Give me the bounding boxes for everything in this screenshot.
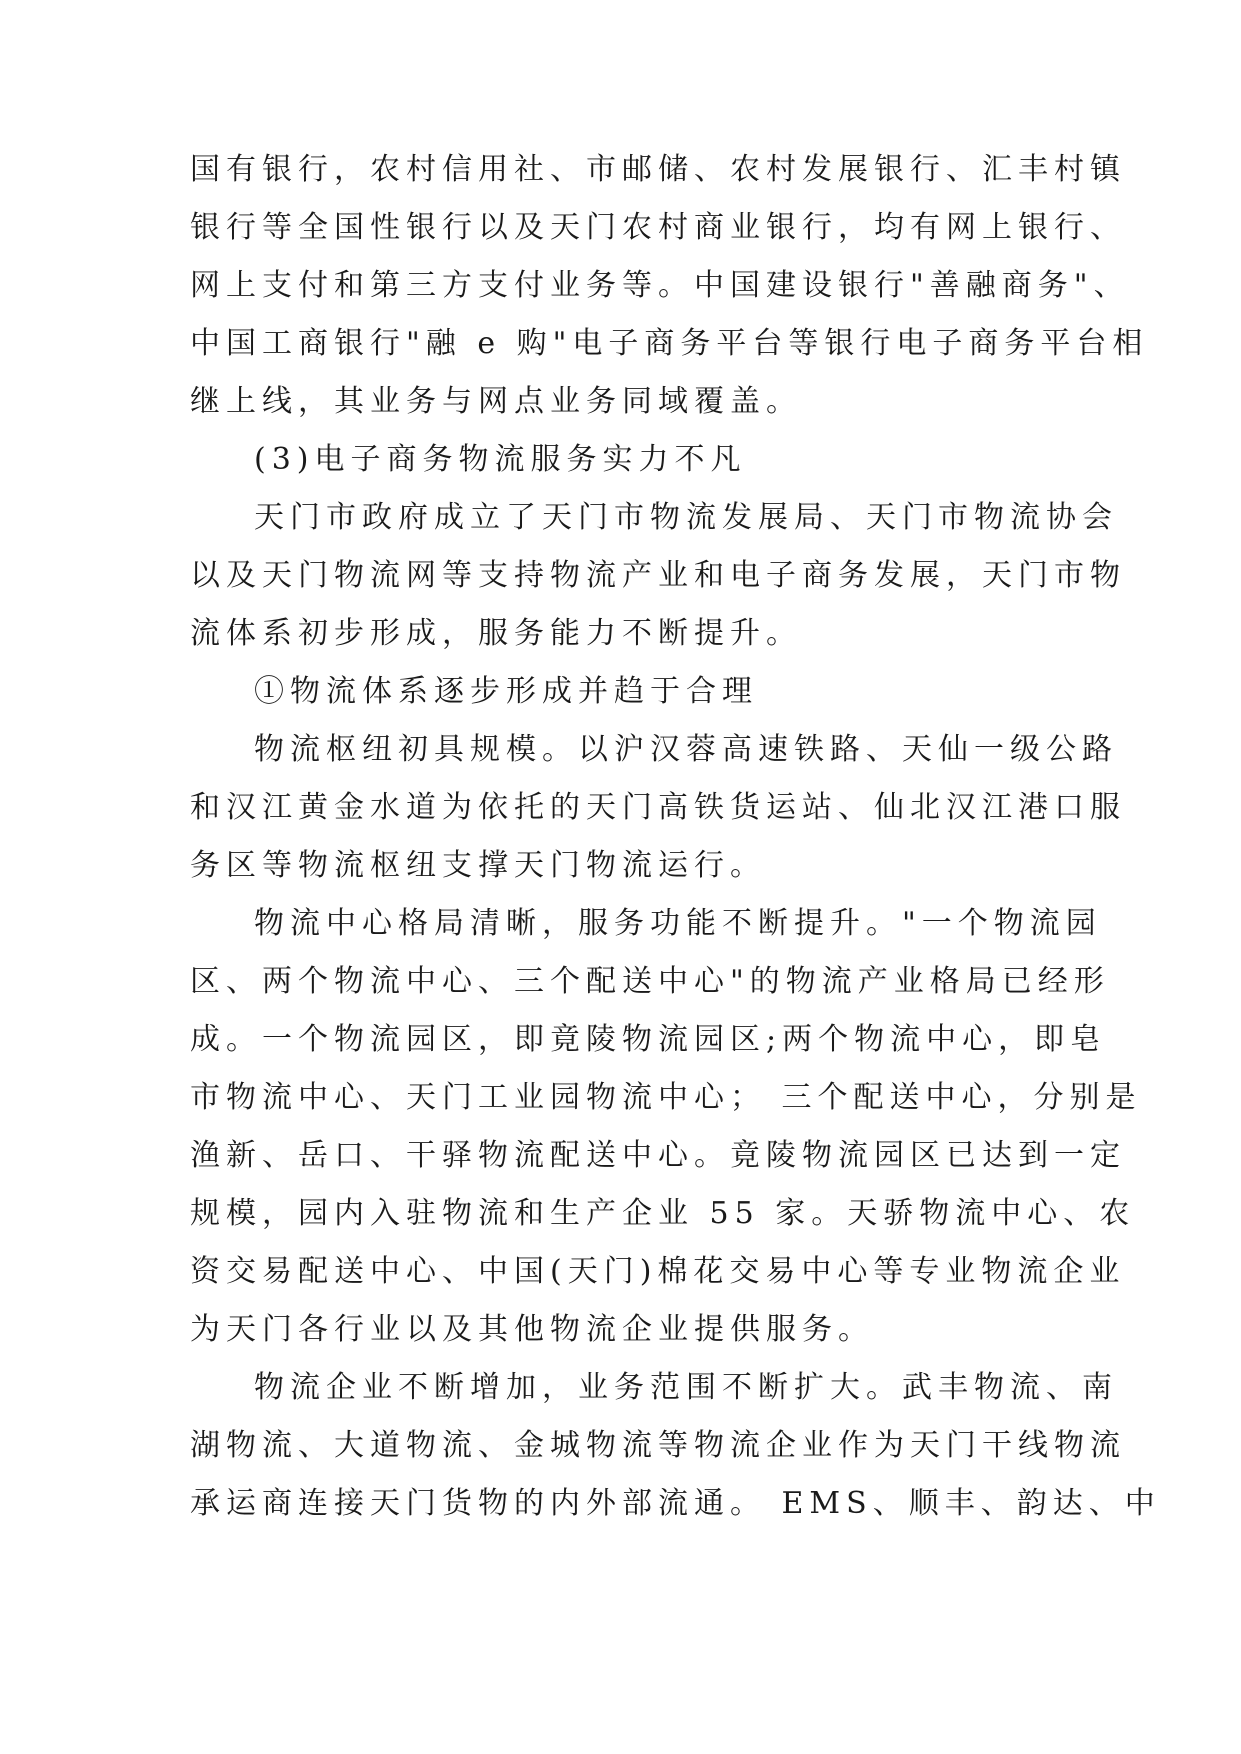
text-line: 中国工商银行"融 e 购"电子商务平台等银行电子商务平台相	[190, 326, 1149, 361]
text-line: 湖物流、大道物流、金城物流等物流企业作为天门干线物流	[190, 1428, 1126, 1463]
text-line: 市物流中心、天门工业园物流中心； 三个配送中心，分别是	[190, 1080, 1142, 1115]
text-line: 资交易配送中心、中国(天门)棉花交易中心等专业物流企业	[190, 1254, 1126, 1289]
text-line: 天门市政府成立了天门市物流发展局、天门市物流协会	[254, 500, 1118, 535]
text-line: 和汉江黄金水道为依托的天门高铁货运站、仙北汉江港口服	[190, 790, 1126, 825]
text-line: 物流中心格局清晰，服务功能不断提升。"一个物流园	[254, 906, 1102, 941]
text-line: 为天门各行业以及其他物流企业提供服务。	[190, 1312, 874, 1347]
subsection-heading: ①物流体系逐步形成并趋于合理	[254, 674, 758, 709]
text-line: 以及天门物流网等支持物流产业和电子商务发展，天门市物	[190, 558, 1126, 593]
section-heading: (3)电子商务物流服务实力不凡	[254, 442, 747, 477]
text-line: 渔新、岳口、干驿物流配送中心。竟陵物流园区已达到一定	[190, 1138, 1126, 1173]
text-line: 务区等物流枢纽支撑天门物流运行。	[190, 848, 766, 883]
text-line: 继上线，其业务与网点业务同域覆盖。	[190, 384, 802, 419]
text-line: 物流企业不断增加，业务范围不断扩大。武丰物流、南	[254, 1370, 1118, 1405]
text-line: 银行等全国性银行以及天门农村商业银行，均有网上银行、	[190, 210, 1126, 245]
text-line: 区、两个物流中心、三个配送中心"的物流产业格局已经形	[190, 964, 1110, 999]
text-line: 流体系初步形成，服务能力不断提升。	[190, 616, 802, 651]
text-line: 网上支付和第三方支付业务等。中国建设银行"善融商务"、	[190, 268, 1130, 303]
text-line: 物流枢纽初具规模。以沪汉蓉高速铁路、天仙一级公路	[254, 732, 1118, 767]
text-line: 规模，园内入驻物流和生产企业 55 家。天骄物流中心、农	[190, 1196, 1136, 1231]
text-line: 承运商连接天门货物的内外部流通。 EMS、顺丰、韵达、中	[190, 1486, 1161, 1521]
text-line: 国有银行，农村信用社、市邮储、农村发展银行、汇丰村镇	[190, 152, 1126, 187]
text-line: 成。一个物流园区，即竟陵物流园区;两个物流中心，即皂	[190, 1022, 1107, 1057]
